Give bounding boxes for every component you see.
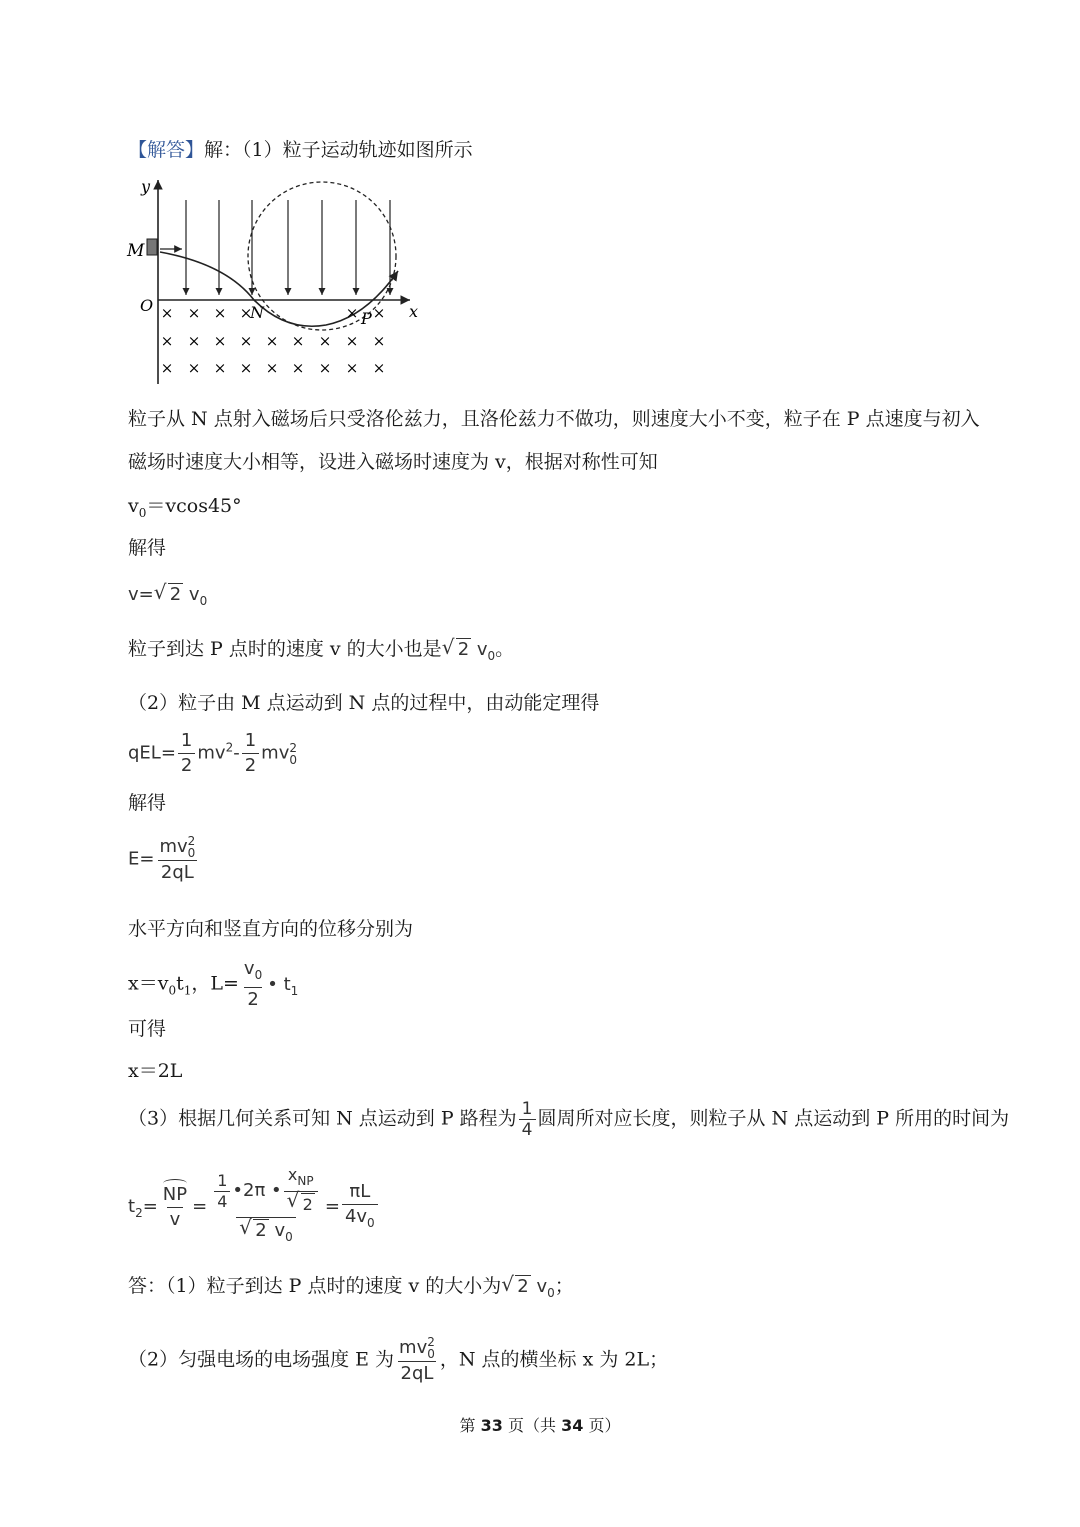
emitter-block [147, 239, 157, 255]
page-footer: 第 33 页（共 34 页） [459, 1416, 621, 1435]
svg-text:×: × [239, 359, 253, 377]
solution-tag: 【解答】 [128, 139, 205, 161]
svg-text:×: × [187, 304, 201, 322]
equation-time: $t_2=$ $\frac{NP}{v}$ = $\frac{1}{4}$ •2π • $x_{NP}$ √ 2 √ 2 $v_0$ = $\frac{\pi L}{4v_0}$ [128, 1166, 380, 1248]
svg-text:×: × [372, 304, 386, 322]
svg-text:×: × [160, 332, 174, 350]
equation-v0: $v_0=vcos45^\circ$ [128, 495, 242, 520]
equation-e: E= mv 2 0 2qL [128, 834, 196, 883]
heading-text: 解：（1）粒子运动轨迹如图所示 [204, 139, 473, 161]
svg-text:×: × [187, 359, 201, 377]
solve-label-1: 解得 [128, 537, 167, 559]
equation-x: x＝2L [128, 1060, 183, 1082]
page-number: 33 [480, 1416, 503, 1435]
paragraph-1a: 粒子从 N 点射入磁场后只受洛伦兹力，且洛伦兹力不做功，则速度大小不变，粒子在 P 点速度与初入 [128, 408, 980, 430]
svg-text:×: × [372, 332, 386, 350]
paragraph-2: 粒子到达 P 点时的速度 v 的大小也是√ 2 $v_0$。 [128, 636, 514, 669]
svg-text:×: × [239, 304, 253, 322]
svg-text:×: × [239, 332, 253, 350]
svg-text:×: × [160, 304, 174, 322]
question-2-intro: （2）粒子由 M 点运动到 N 点的过程中，由动能定理得 [128, 692, 600, 714]
svg-text:×: × [345, 304, 359, 322]
svg-text:×: × [265, 359, 279, 377]
svg-text:×: × [291, 332, 305, 350]
x-axis-label: x [409, 302, 419, 321]
result-label: 可得 [128, 1018, 167, 1040]
solution-heading [128, 137, 473, 163]
electric-field-lines [186, 200, 390, 295]
page-total: 34 [561, 1416, 584, 1435]
point-p-label: P [361, 309, 372, 328]
equation-v: v=√ 2 $v_0$ [128, 582, 207, 614]
svg-text:×: × [213, 332, 227, 350]
svg-text:×: × [213, 359, 227, 377]
point-n-label: N [250, 303, 264, 322]
svg-text:×: × [213, 304, 227, 322]
equation-energy: qEL= $\frac{1}{2}$ $mv^2-$ $\frac{1}{2}$ mv 2 0 [128, 730, 297, 776]
answer-2: （2）匀强电场的电场强度 E 为 mv 2 0 2qL ，N 点的横坐标 x 为 2L； [128, 1335, 669, 1384]
svg-text:×: × [187, 332, 201, 350]
y-axis-label: y [141, 177, 151, 196]
solve-label-2: 解得 [128, 792, 167, 814]
svg-text:×: × [345, 359, 359, 377]
svg-text:×: × [345, 332, 359, 350]
trajectory-figure [126, 172, 436, 387]
svg-text:×: × [318, 359, 332, 377]
paragraph-1b: 磁场时速度大小相等，设进入磁场时速度为 v，根据对称性可知 [128, 451, 658, 473]
paragraph-3: 水平方向和竖直方向的位移分别为 [128, 918, 414, 940]
svg-text:×: × [265, 332, 279, 350]
svg-text:×: × [318, 332, 332, 350]
svg-text:×: × [291, 359, 305, 377]
svg-text:×: × [372, 359, 386, 377]
equation-displacement: $x=v_0t_1$，L= $\frac{v_0}{2}$ • $t_1$ [128, 958, 299, 1010]
answer-1: 答：（1）粒子到达 P 点时的速度 v 的大小为√ 2 $v_0$； [128, 1273, 574, 1306]
question-3-intro: （3）根据几何关系可知 N 点运动到 P 路程为 $\frac{1}{4}$ 圆周所对应长度，则粒子从 N 点运动到 P 所用的时间为 [128, 1099, 1010, 1140]
origin-label: O [140, 296, 154, 315]
svg-text:×: × [160, 359, 174, 377]
point-m-label: M [127, 241, 145, 261]
